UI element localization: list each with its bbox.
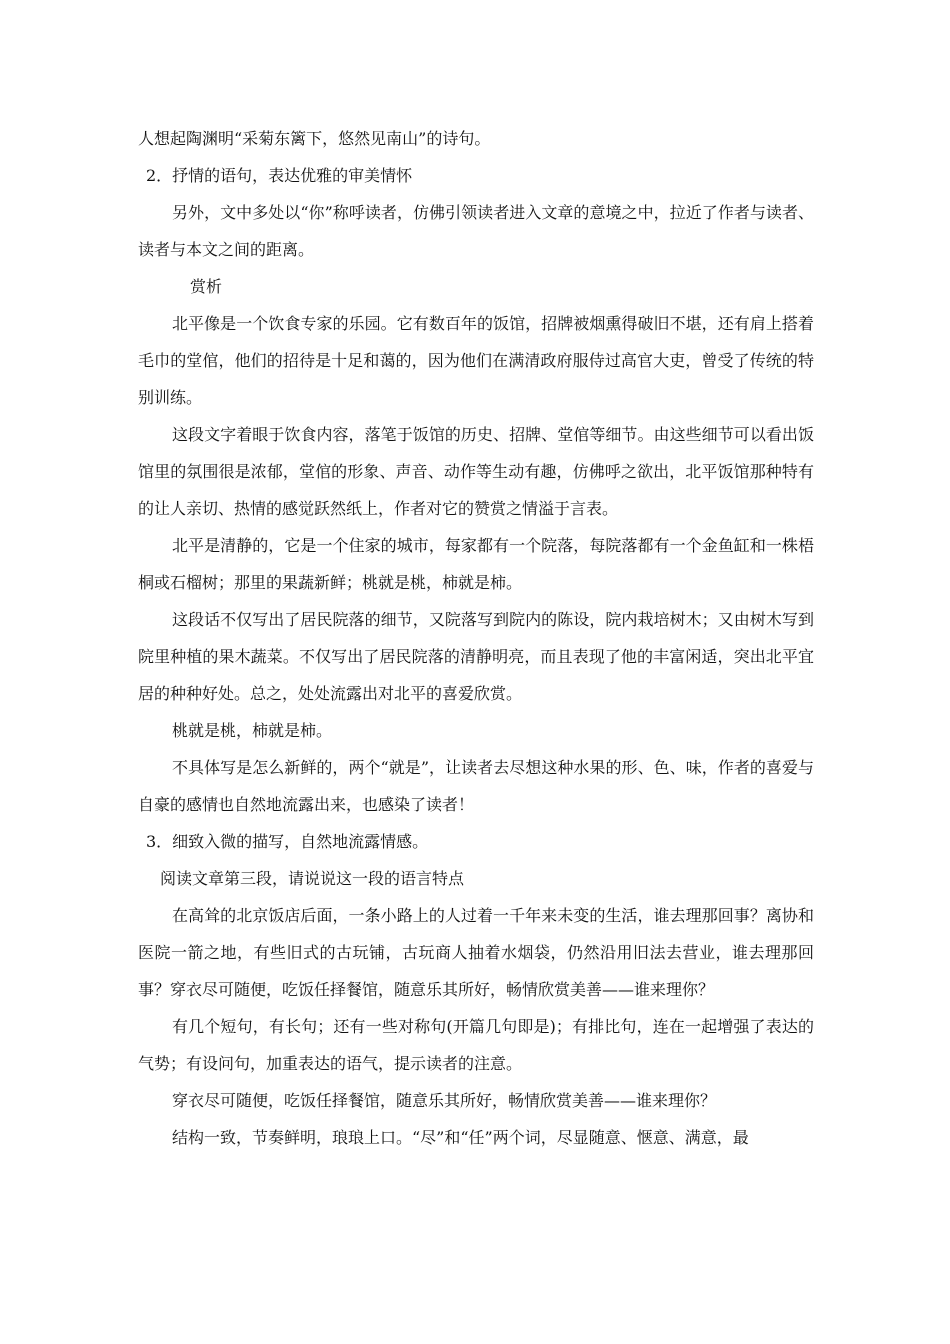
analysis-paragraph: 有几个短句，有长句；还有一些对称句(开篇几句即是)；有排比句，连在一起增强了表达的气势；有设问句，加重表达的语气，提示读者的注意。 [138,1017,814,1073]
analysis-paragraph: 这段话不仅写出了居民院落的细节，又院落写到院内的陈设，院内栽培树木；又由树木写到院里种植的果木蔬菜。不仅写出了居民院落的清静明亮，而且表现了他的丰富闲适，突出北平宜居的种种好处。总之，处处流露出对北平的喜爱欣赏。 [138,610,814,703]
section-heading-2: 2．抒情的语句，表达优雅的审美情怀 [146,166,413,185]
paragraph-continuation: 人想起陶渊明“采菊东篱下，悠然见南山”的诗句。 [138,129,491,148]
question-prompt: 阅读文章第三段，请说说这一段的语言特点 [160,869,465,888]
analysis-paragraph: 结构一致，节奏鲜明，琅琅上口。“尽”和“任”两个词，尽显随意、惬意、满意，最 [172,1128,749,1147]
paragraph: 另外，文中多处以“你”称呼读者，仿佛引领读者进入文章的意境之中，拉近了作者与读者、读者与本文之间的距离。 [138,203,814,259]
analysis-paragraph: 这段文字着眼于饮食内容，落笔于饭馆的历史、招牌、堂倌等细节。由这些细节可以看出饭馆里的氛围很是浓郁，堂倌的形象、声音、动作等生动有趣，仿佛呼之欲出，北平饭馆那种特有的让人亲切、热情的感觉跃然纸上，作者对它的赞赏之情溢于言表。 [138,425,814,518]
analysis-paragraph: 不具体写是怎么新鲜的，两个“就是”，让读者去尽想这种水果的形、色、味，作者的喜爱与自豪的感情也自然地流露出来，也感染了读者！ [138,758,814,814]
quoted-passage: 北平是清静的，它是一个住家的城市，每家都有一个院落，每院落都有一个金鱼缸和一株梧桐或石榴树；那里的果蔬新鲜；桃就是桃，柿就是柿。 [138,536,814,592]
subheading-appreciation: 赏析 [190,277,223,296]
quoted-passage: 在高耸的北京饭店后面，一条小路上的人过着一千年来未变的生活，谁去理那回事？离协和医院一箭之地，有些旧式的古玩铺，古玩商人抽着水烟袋，仍然沿用旧法去营业，谁去理那回事？穿衣尽可随便，吃饭任择餐馆，随意乐其所好，畅情欣赏美善——谁来理你？ [138,906,814,999]
section-heading-3: 3．细致入微的描写，自然地流露情感。 [146,832,429,851]
quoted-sentence: 穿衣尽可随便，吃饭任择餐馆，随意乐其所好，畅情欣赏美善——谁来理你？ [172,1091,717,1110]
quoted-passage: 北平像是一个饮食专家的乐园。它有数百年的饭馆，招牌被烟熏得破旧不堪，还有肩上搭着毛巾的堂倌，他们的招待是十足和蔼的，因为他们在满清政府服侍过高官大吏，曾受了传统的特别训练。 [138,314,814,407]
quoted-sentence: 桃就是桃，柿就是柿。 [172,721,333,740]
